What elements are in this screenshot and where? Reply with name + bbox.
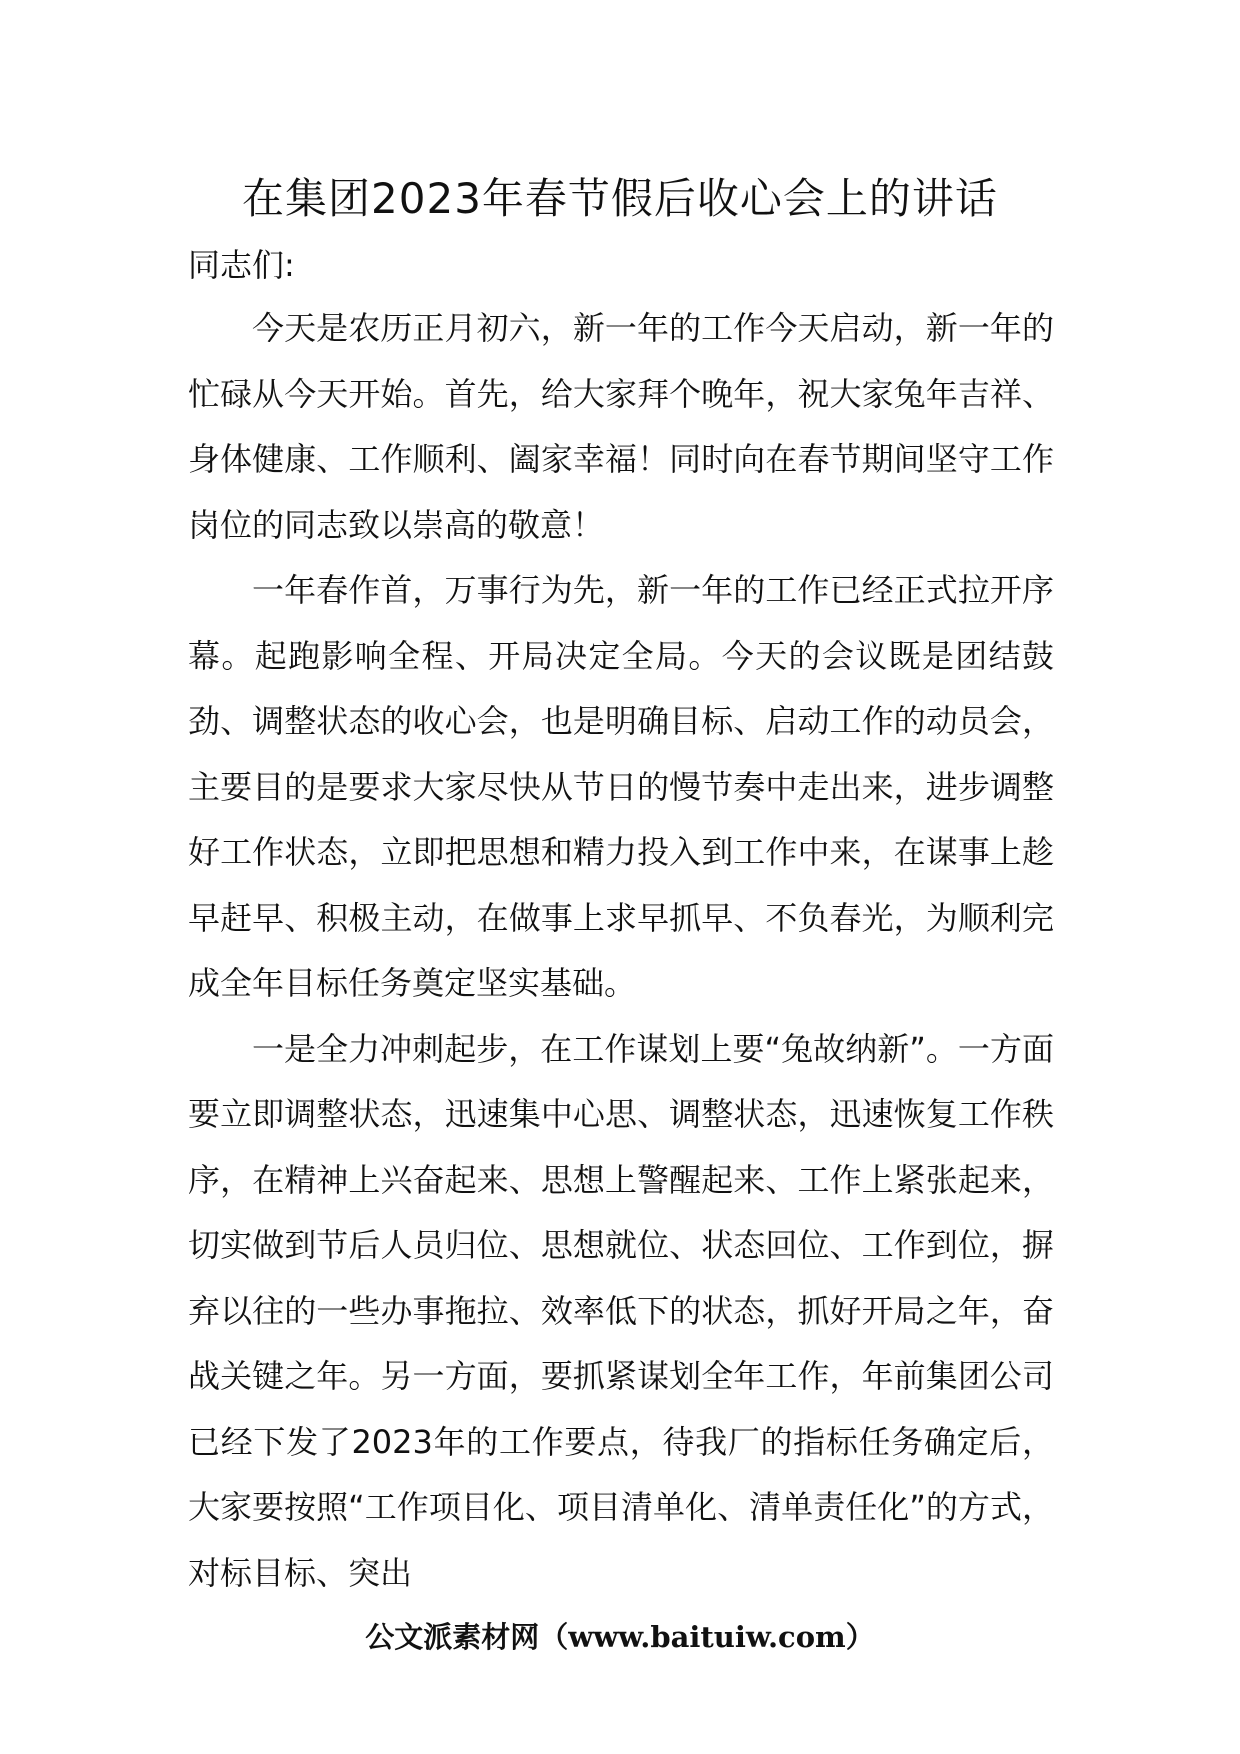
salutation: 同志们: bbox=[188, 246, 295, 284]
document-body bbox=[188, 296, 1054, 1606]
paragraph: 一年春作首，万事行为先，新一年的工作已经正式拉开序幕。起跑影响全程、开局决定全局。今天的会议既是团结鼓劲、调整状态的收心会，也是明确目标、启动工作的动员会，主要目的是要求大家尽快从节日的慢节奏中走出来，进步调整好工作状态，立即把思想和精力投入到工作中来，在谋事上趁早赶早、积极主动，在做事上求早抓早、不负春光，为顺利完成全年目标任务奠定坚实基础。 bbox=[188, 571, 1054, 1002]
footer-watermark: 公文派素材网（www.baituiw.com） bbox=[365, 1620, 875, 1654]
document-title: 在集团2023年春节假后收心会上的讲话 bbox=[242, 174, 998, 223]
paragraph: 今天是农历正月初六，新一年的工作今天启动，新一年的忙碌从今天开始。首先，给大家拜个晚年，祝大家兔年吉祥、身体健康、工作顺利、阖家幸福！同时向在春节期间坚守工作岗位的同志致以崇高的敬意！ bbox=[188, 309, 1054, 544]
paragraph: 一是全力冲刺起步，在工作谋划上要“兔故纳新”。一方面要立即调整状态，迅速集中心思、调整状态，迅速恢复工作秩序，在精神上兴奋起来、思想上警醒起来、工作上紧张起来，切实做到节后人员归位、思想就位、状态回位、工作到位，摒弃以往的一些办事拖拉、效率低下的状态，抓好开局之年，奋战关键之年。另一方面，要抓紧谋划全年工作，年前集团公司已经下发了2023年的工作要点，待我厂的指标任务确定后，大家要按照“工作项目化、项目清单化、清单责任化”的方式，对标目标、突出 bbox=[188, 1029, 1054, 1592]
